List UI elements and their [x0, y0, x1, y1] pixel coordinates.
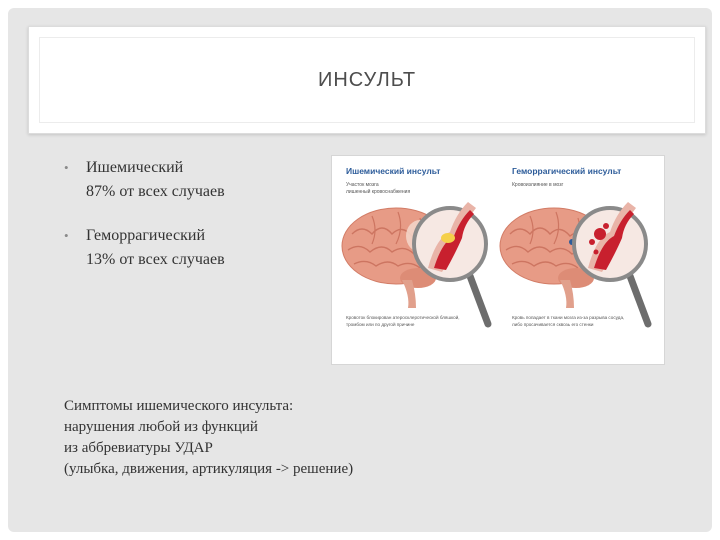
title-box — [28, 26, 706, 134]
hemorrhagic-subtitle-1: Кровоизлияние в мозг — [512, 182, 564, 188]
ischemic-magnifier-icon — [414, 202, 488, 324]
symptoms-line-2: нарушения любой из функций — [64, 419, 258, 435]
bullet-dot-icon: • — [64, 228, 69, 243]
hemorrhagic-caption-1: Кровь попадает в ткани мозга из-за разрыва сосуда, — [512, 315, 625, 320]
bullet-ischemic — [64, 156, 314, 204]
hemorrhagic-caption-2: либо просачивается сквозь его стенки — [512, 322, 594, 327]
stroke-types-list — [64, 156, 314, 272]
symptoms-line-1: Симптомы ишемического инсульта: — [64, 398, 294, 414]
ischemic-subtitle-2: лишенный кровоснабжения — [346, 189, 411, 195]
bullet-detail: 87% от всех случаев — [86, 183, 225, 200]
symptoms-text — [64, 396, 484, 480]
bullet-heading: Ишемический — [86, 159, 184, 176]
hemorrhagic-magnifier-icon — [574, 202, 648, 324]
bullet-heading: Геморрагический — [86, 227, 206, 244]
symptoms-line-4: (улыбка, движения, артикуляция -> решение) — [64, 461, 354, 477]
symptoms-line-3: из аббревиатуры УДАР — [64, 440, 213, 456]
bullet-detail: 13% от всех случаев — [86, 251, 225, 268]
ischemic-caption-2: тромбом или по другой причине — [346, 322, 415, 327]
ischemic-subtitle-1: Участок мозга — [346, 182, 379, 188]
bullet-hemorrhagic — [64, 224, 314, 272]
stroke-infographic — [331, 155, 665, 365]
bullet-dot-icon: • — [64, 160, 69, 175]
ischemic-caption-1: Кровоток блокирован атеросклеротической бляшкой, — [346, 315, 460, 320]
slide-title: ИНСУЛЬТ — [317, 68, 417, 91]
hemorrhagic-title: Геморрагический инсульт — [512, 166, 622, 176]
ischemic-title: Ишемический инсульт — [346, 166, 441, 176]
infographic-svg — [332, 156, 666, 366]
